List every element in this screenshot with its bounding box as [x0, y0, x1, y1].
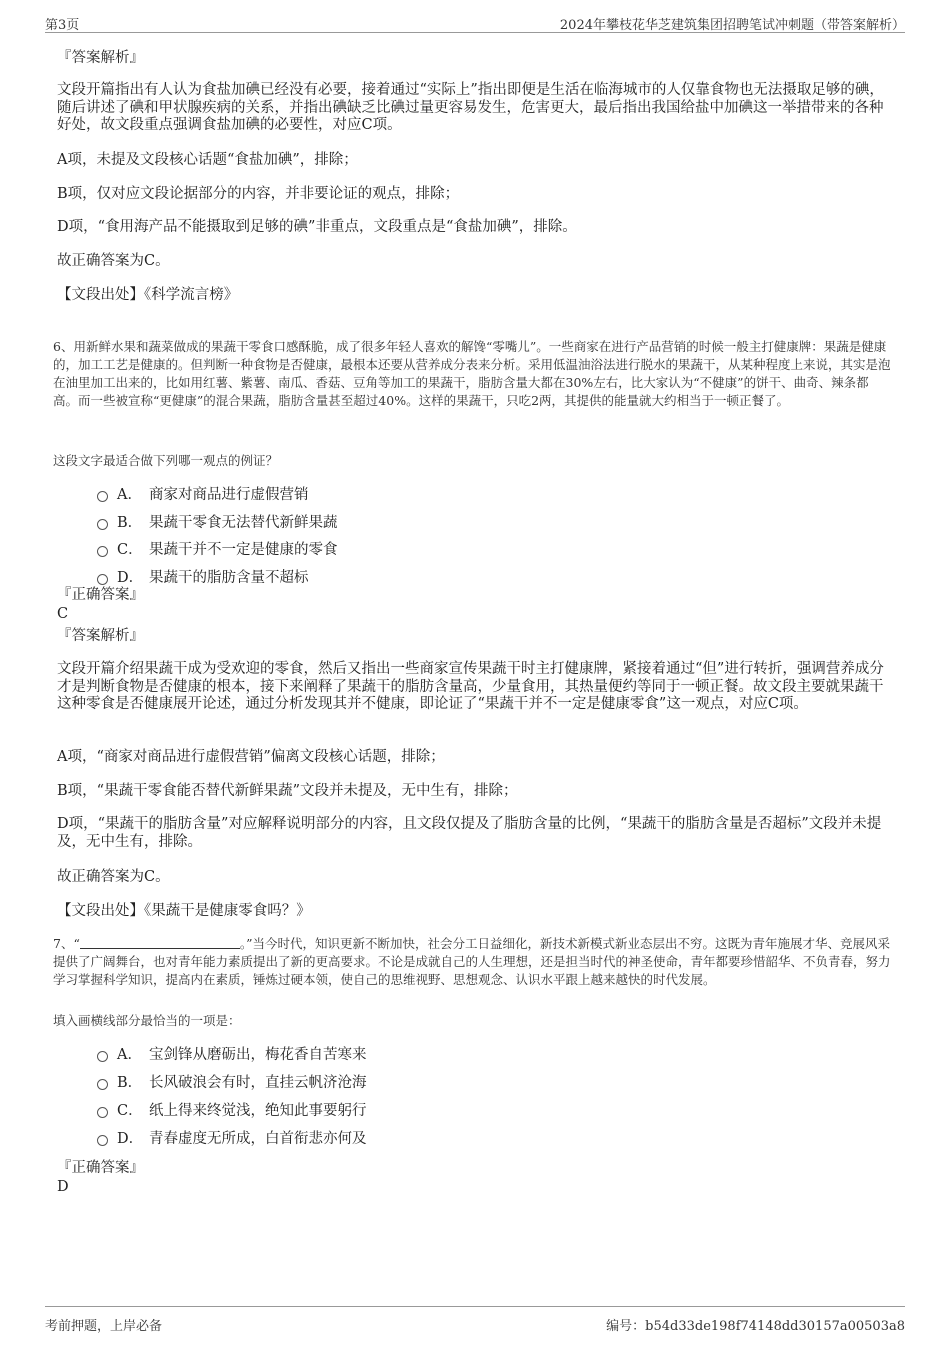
q7-answer: D — [57, 1179, 69, 1195]
radio-button-icon[interactable] — [97, 546, 108, 557]
option-key: A． — [117, 487, 142, 503]
q7-stem-text: 。”当今时代，知识更新不断加快，社会分工日益细化，新技术新模式新业态层出不穷。这既为青年施展才华、竞展风采提供了广阔舞台，也对青年能力素质提出了新的更高要求。不论是成就自己的人生理想，还是担当时代的神圣使命，青年都要珍惜韶华、不负青春，努力学习掌握科学知识，提高内在素质，锤炼过硬本领，使自己的思维视野、思想观念、认识水平跟上越来越快的时代发展。 — [53, 936, 891, 987]
q7-option-a[interactable] — [97, 1045, 367, 1065]
option-text: 果蔬干零食无法替代新鲜果蔬 — [149, 515, 338, 531]
q6-answer: C — [57, 606, 69, 622]
option-text: 长风破浪会有时，直挂云帆济沧海 — [149, 1075, 367, 1091]
option-text: 商家对商品进行虚假营销 — [149, 487, 309, 503]
page-header — [45, 10, 905, 33]
option-key: C． — [117, 1103, 143, 1119]
q7-fill-blank — [80, 935, 240, 949]
radio-button-icon[interactable] — [97, 1051, 108, 1062]
q7-answer-heading: 『正确答案』 — [57, 1160, 144, 1176]
document-title: 2024年攀枝花华芝建筑集团招聘笔试冲刺题（带答案解析） — [559, 18, 905, 33]
radio-button-icon[interactable] — [97, 1135, 108, 1146]
q6-option-d[interactable] — [97, 568, 309, 588]
q5-analysis-heading: 『答案解析』 — [57, 50, 144, 66]
q6-option-a-note: A项，“商家对商品进行虚假营销”偏离文段核心话题，排除； — [57, 749, 445, 765]
q7-stem — [53, 935, 891, 989]
q6-option-d-note: D项，“果蔬干的脂肪含量”对应解释说明部分的内容，且文段仅提及了脂肪含量的比例，“果蔬干的脂肪含量是否超标”文段并未提及，无中生有，排除。 — [57, 816, 882, 850]
q6-option-a[interactable] — [97, 485, 309, 505]
radio-button-icon[interactable] — [97, 491, 108, 502]
q6-option-c[interactable] — [97, 540, 338, 560]
option-key: C． — [117, 542, 143, 558]
q7-prompt: 填入画横线部分最恰当的一项是： — [53, 1013, 241, 1028]
option-key: B． — [117, 1075, 143, 1091]
q5-source: 【文段出处】《科学流言榜》 — [57, 287, 239, 303]
q6-analysis-heading: 『答案解析』 — [57, 628, 144, 644]
option-key: B． — [117, 515, 143, 531]
q7-stem-prefix: 7、“ — [53, 936, 80, 951]
option-key: A． — [117, 1047, 142, 1063]
q6-answer-heading: 『正确答案』 — [57, 587, 144, 603]
document-id: 编号：b54d33de198f74148dd30157a00503a8 — [606, 1319, 905, 1334]
q5-conclusion: 故正确答案为C。 — [57, 253, 170, 269]
page-footer — [45, 1306, 905, 1334]
q6-conclusion: 故正确答案为C。 — [57, 869, 170, 885]
q5-analysis-text: 文段开篇指出有人认为食盐加碘已经没有必要，接着通过“实际上”指出即便是生活在临海城市的人仅靠食物也无法摄取足够的碘，随后讲述了碘和甲状腺疾病的关系，并指出碘缺乏比碘过量更容易发生，危害更大，最后指出我国给盐中加碘这一举措带来的各种好处，故文段重点强调食盐加碘的必要性，对应C项。 — [57, 82, 884, 133]
q5-option-b-note: B项，仅对应文段论据部分的内容，并非要论证的观点，排除； — [57, 186, 460, 202]
radio-button-icon[interactable] — [97, 574, 108, 585]
footer-slogan: 考前押题，上岸必备 — [45, 1319, 163, 1334]
option-key: D． — [117, 570, 144, 586]
option-text: 宝剑锋从磨砺出，梅花香自苦寒来 — [149, 1047, 367, 1063]
q6-prompt: 这段文字最适合做下列哪一观点的例证？ — [53, 453, 279, 468]
option-text: 青春虚度无所成，白首衔悲亦何及 — [149, 1131, 367, 1147]
page-number: 第3页 — [45, 18, 80, 33]
radio-button-icon[interactable] — [97, 519, 108, 530]
radio-button-icon[interactable] — [97, 1107, 108, 1118]
option-text: 纸上得来终觉浅，绝知此事要躬行 — [149, 1103, 367, 1119]
q6-stem: 6、用新鲜水果和蔬菜做成的果蔬干零食口感酥脆，成了很多年轻人喜欢的解馋“零嘴儿”。一些商家在进行产品营销的时候一般主打健康牌：果蔬是健康的，加工工艺是健康的。但判断一种食物是否健康，最根本还要从营养成分表来分析。采用低温油浴法进行脱水的果蔬干，从某种程度上来说，其实是泡在油里加工出来的，比如用红薯、紫薯、南瓜、香菇、豆角等加工的果蔬干，脂肪含量大都在30%左右，比大家认为“不健康”的饼干、曲奇、辣条都高。而一些被宣称“更健康”的混合果蔬，脂肪含量甚至超过40%。这样的果蔬干，只吃2两，其提供的能量就大约相当于一顿正餐了。 — [53, 339, 891, 408]
q6-analysis-text: 文段开篇介绍果蔬干成为受欢迎的零食，然后又指出一些商家宣传果蔬干时主打健康牌，紧接着通过“但”进行转折，强调营养成分才是判断食物是否健康的根本，接下来阐释了果蔬干的脂肪含量高，少量食用，其热量便约等同于一顿正餐。故文段主要就果蔬干这种零食是否健康展开论述，通过分析发现其并不健康，即论证了“果蔬干并不一定是健康零食”这一观点，对应C项。 — [57, 661, 884, 712]
option-text: 果蔬干并不一定是健康的零食 — [149, 542, 338, 558]
option-text: 果蔬干的脂肪含量不超标 — [149, 570, 309, 586]
q7-option-c[interactable] — [97, 1101, 367, 1121]
q6-option-b[interactable] — [97, 513, 338, 533]
option-key: D． — [117, 1131, 144, 1147]
radio-button-icon[interactable] — [97, 1079, 108, 1090]
q5-option-d-note: D项，“食用海产品不能摄取到足够的碘”非重点，文段重点是“食盐加碘”，排除。 — [57, 219, 577, 235]
q5-option-a-note: A项，未提及文段核心话题“食盐加碘”，排除； — [57, 152, 358, 168]
q7-option-d[interactable] — [97, 1129, 367, 1149]
q6-option-b-note: B项，“果蔬干零食能否替代新鲜果蔬”文段并未提及，无中生有，排除； — [57, 783, 518, 799]
q6-source: 【文段出处】《果蔬干是健康零食吗？》 — [57, 903, 311, 919]
q7-option-b[interactable] — [97, 1073, 367, 1093]
